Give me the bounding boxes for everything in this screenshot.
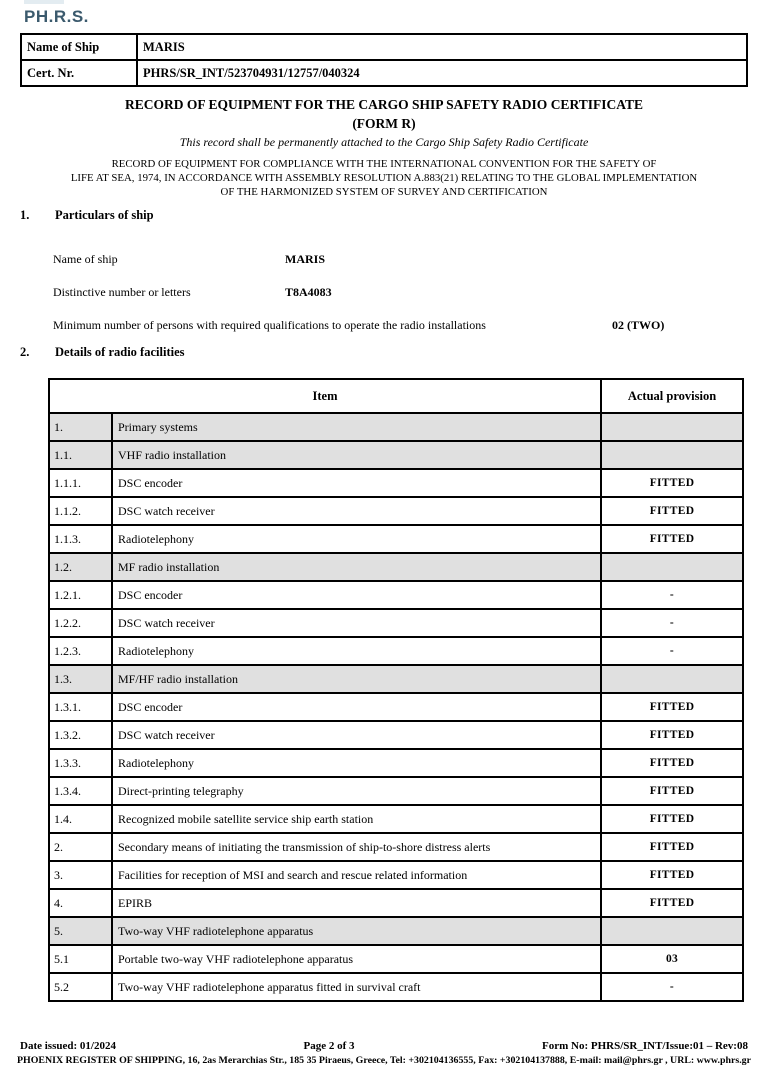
- item-description: Facilities for reception of MSI and search and rescue related information: [112, 861, 601, 889]
- item-description: Two-way VHF radiotelephone apparatus fitted in survival craft: [112, 973, 601, 1001]
- item-description: VHF radio installation: [112, 441, 601, 469]
- company-contact-line: PHOENIX REGISTER OF SHIPPING, 16, 2as Merarchias Str., 185 35 Piraeus, Greece, Tel: +302104136555, Fax: +302104137888, E-mail: mail@phrs.gr , URL: www.phrs.gr: [17, 1055, 751, 1066]
- cert-number-value: PHRS/SR_INT/523704931/12757/040324: [137, 60, 747, 86]
- table-row: [49, 693, 743, 721]
- item-description: EPIRB: [112, 889, 601, 917]
- table-row: [49, 581, 743, 609]
- section-1-number: 1.: [20, 208, 30, 222]
- section-row: [49, 553, 743, 581]
- table-row: [49, 945, 743, 973]
- item-description: DSC encoder: [112, 693, 601, 721]
- section-1-title: Particulars of ship: [55, 208, 154, 222]
- section-row: [49, 665, 743, 693]
- item-number: 1.: [49, 413, 112, 441]
- provision-value: FITTED: [601, 693, 743, 721]
- item-description: Direct-printing telegraphy: [112, 777, 601, 805]
- item-description: MF radio installation: [112, 553, 601, 581]
- field-distinctive-letters-label: Distinctive number or letters: [53, 285, 191, 299]
- phrs-logo: PH.R.S.: [24, 7, 89, 26]
- provision-value: FITTED: [601, 805, 743, 833]
- ship-name-value: MARIS: [137, 34, 747, 60]
- item-description: Two-way VHF radiotelephone apparatus: [112, 917, 601, 945]
- actual-provision-column-header: Actual provision: [601, 379, 743, 413]
- compliance-line-2: LIFE AT SEA, 1974, IN ACCORDANCE WITH ASSEMBLY RESOLUTION A.883(21) RELATING TO THE GLOBAL IMPLEMENTATION: [70, 172, 698, 185]
- compliance-line-1: RECORD OF EQUIPMENT FOR COMPLIANCE WITH THE INTERNATIONAL CONVENTION FOR THE SAFETY OF: [111, 158, 657, 170]
- section-row: [49, 441, 743, 469]
- item-column-header: Item: [49, 379, 601, 413]
- item-description: Portable two-way VHF radiotelephone apparatus: [112, 945, 601, 973]
- provision-value: 03: [601, 945, 743, 973]
- field-ship-name-label: Name of ship: [53, 252, 118, 266]
- footer-meta: [20, 1040, 748, 1052]
- item-number: 2.: [49, 833, 112, 861]
- item-description: DSC watch receiver: [112, 721, 601, 749]
- field-ship-name-value: MARIS: [285, 252, 326, 266]
- provision-value: FITTED: [601, 777, 743, 805]
- provision-value: FITTED: [601, 497, 743, 525]
- item-number: 1.1.2.: [49, 497, 112, 525]
- form-number: Form No: PHRS/SR_INT/Issue:01 – Rev:08: [542, 1040, 748, 1052]
- field-ship-name: [53, 252, 753, 267]
- title-line-1: RECORD OF EQUIPMENT FOR THE CARGO SHIP SAFETY RADIO CERTIFICATE: [125, 97, 643, 112]
- item-description: MF/HF radio installation: [112, 665, 601, 693]
- provision-value: FITTED: [601, 525, 743, 553]
- cert-number-label: Cert. Nr.: [21, 60, 137, 86]
- equipment-table-body: [49, 413, 743, 1001]
- provision-value: [601, 917, 743, 945]
- table-row: [49, 609, 743, 637]
- table-row: [49, 497, 743, 525]
- provision-value: FITTED: [601, 749, 743, 777]
- ship-info-table: [20, 33, 748, 87]
- item-number: 1.1.3.: [49, 525, 112, 553]
- ship-name-row: [21, 34, 747, 60]
- table-row: [49, 833, 743, 861]
- section-row: [49, 413, 743, 441]
- cert-number-row: [21, 60, 747, 86]
- logo-image-fragment: [24, 0, 64, 4]
- table-row: [49, 525, 743, 553]
- field-distinctive-letters-value: T8A4083: [285, 285, 332, 299]
- item-description: Radiotelephony: [112, 637, 601, 665]
- item-number: 1.1.1.: [49, 469, 112, 497]
- attachment-note: This record shall be permanently attached to the Cargo Ship Safety Radio Certificate: [179, 135, 589, 149]
- item-description: Primary systems: [112, 413, 601, 441]
- table-row: [49, 749, 743, 777]
- item-number: 1.3.: [49, 665, 112, 693]
- table-row: [49, 721, 743, 749]
- document-title: [0, 97, 768, 132]
- table-row: [49, 777, 743, 805]
- table-row: [49, 973, 743, 1001]
- section-row: [49, 917, 743, 945]
- section-2-heading: [20, 345, 185, 360]
- item-number: 1.1.: [49, 441, 112, 469]
- provision-value: FITTED: [601, 469, 743, 497]
- item-number: 1.2.: [49, 553, 112, 581]
- provision-value: -: [601, 637, 743, 665]
- item-description: Radiotelephony: [112, 525, 601, 553]
- item-description: DSC encoder: [112, 469, 601, 497]
- item-number: 1.3.4.: [49, 777, 112, 805]
- item-number: 4.: [49, 889, 112, 917]
- field-min-persons: [53, 318, 753, 333]
- item-description: Radiotelephony: [112, 749, 601, 777]
- table-row: [49, 469, 743, 497]
- provision-value: -: [601, 609, 743, 637]
- item-number: 3.: [49, 861, 112, 889]
- item-description: DSC encoder: [112, 581, 601, 609]
- provision-value: [601, 441, 743, 469]
- section-2-title: Details of radio facilities: [55, 345, 185, 359]
- item-description: Secondary means of initiating the transmission of ship-to-shore distress alerts: [112, 833, 601, 861]
- table-row: [49, 805, 743, 833]
- item-number: 1.3.2.: [49, 721, 112, 749]
- equipment-table: [48, 378, 744, 1002]
- compliance-line-3: OF THE HARMONIZED SYSTEM OF SURVEY AND CERTIFICATION: [220, 186, 548, 199]
- section-1-heading: [20, 208, 154, 223]
- table-row: [49, 861, 743, 889]
- item-number: 1.2.1.: [49, 581, 112, 609]
- item-number: 1.2.3.: [49, 637, 112, 665]
- item-number: 5.2: [49, 973, 112, 1001]
- table-row: [49, 889, 743, 917]
- page-number: Page 2 of 3: [303, 1040, 355, 1052]
- item-number: 1.2.2.: [49, 609, 112, 637]
- provision-value: [601, 413, 743, 441]
- provision-value: FITTED: [601, 721, 743, 749]
- provision-value: -: [601, 973, 743, 1001]
- provision-value: FITTED: [601, 861, 743, 889]
- item-number: 1.3.1.: [49, 693, 112, 721]
- section-2-number: 2.: [20, 345, 30, 359]
- item-description: DSC watch receiver: [112, 609, 601, 637]
- date-issued: Date issued: 01/2024: [20, 1040, 116, 1052]
- item-number: 5.1: [49, 945, 112, 973]
- item-number: 1.4.: [49, 805, 112, 833]
- provision-value: FITTED: [601, 833, 743, 861]
- item-description: DSC watch receiver: [112, 497, 601, 525]
- provision-value: FITTED: [601, 889, 743, 917]
- provision-value: [601, 553, 743, 581]
- provision-value: [601, 665, 743, 693]
- table-row: [49, 637, 743, 665]
- item-description: Recognized mobile satellite service ship earth station: [112, 805, 601, 833]
- ship-name-label: Name of Ship: [21, 34, 137, 60]
- title-line-2: (FORM R): [352, 116, 416, 131]
- compliance-statement: [0, 157, 768, 200]
- provision-value: -: [601, 581, 743, 609]
- field-min-persons-value: 02 (TWO): [612, 318, 665, 332]
- field-min-persons-label: Minimum number of persons with required qualifications to operate the radio installations: [53, 318, 486, 332]
- item-number: 5.: [49, 917, 112, 945]
- field-distinctive-letters: [53, 285, 753, 300]
- item-number: 1.3.3.: [49, 749, 112, 777]
- equipment-table-header-row: [49, 379, 743, 413]
